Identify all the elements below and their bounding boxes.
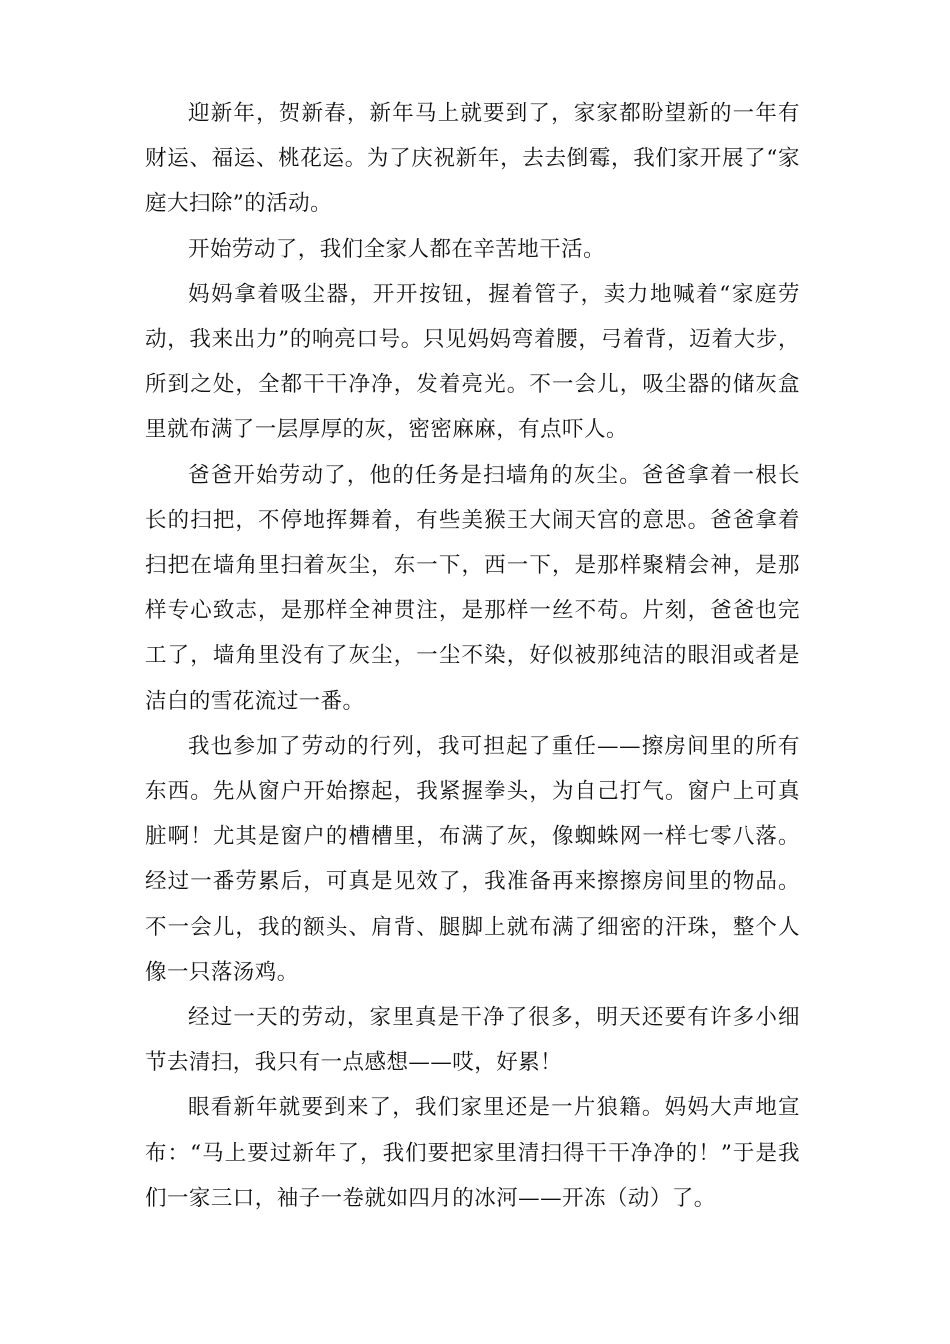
- essay-body: [145, 91, 800, 1221]
- paragraph-1: 迎新年，贺新春，新年马上就要到了，家家都盼望新的一年有财运、福运、桃花运。为了庆祝新年，去去倒霉，我们家开展了“家庭大扫除”的活动。: [145, 101, 800, 217]
- paragraph-4: 爸爸开始劳动了，他的任务是扫墙角的灰尘。爸爸拿着一根长长的扫把，不停地挥舞着，有些美猴王大闹天宫的意思。爸爸拿着扫把在墙角里扫着灰尘，东一下，西一下，是那样聚精会神，是那样专心致志，是那样全神贯注，是那样一丝不苟。片刻，爸爸也完工了，墙角里没有了灰尘，一尘不染，好似被那纯洁的眼泪或者是洁白的雪花流过一番。: [145, 462, 800, 714]
- paragraph-7: 眼看新年就要到来了，我们家里还是一片狼籍。妈妈大声地宣布：“马上要过新年了，我们要把家里清扫得干干净净的！”于是我们一家三口，袖子一卷就如四月的冰河——开冻（动）了。: [145, 1095, 800, 1211]
- paragraph-6: 经过一天的劳动，家里真是干净了很多，明天还要有许多小细节去清扫，我只有一点感想——哎，好累！: [145, 1005, 800, 1076]
- paragraph-2: 开始劳动了，我们全家人都在辛苦地干活。: [188, 236, 606, 262]
- paragraph-5: 我也参加了劳动的行列，我可担起了重任——擦房间里的所有东西。先从窗户开始擦起，我紧握拳头，为自己打气。窗户上可真脏啊！尤其是窗户的槽槽里，布满了灰，像蜘蛛网一样七零八落。经过一番劳累后，可真是见效了，我准备再来擦擦房间里的物品。不一会儿，我的额头、肩背、腿脚上就布满了细密的汗珠，整个人像一只落汤鸡。: [145, 733, 800, 985]
- paragraph-3: 妈妈拿着吸尘器，开开按钮，握着管子，卖力地喊着“家庭劳动，我来出力”的响亮口号。只见妈妈弯着腰，弓着背，迈着大步，所到之处，全都干干净净，发着亮光。不一会儿，吸尘器的储灰盒里就布满了一层厚厚的灰，密密麻麻，有点吓人。: [145, 281, 800, 443]
